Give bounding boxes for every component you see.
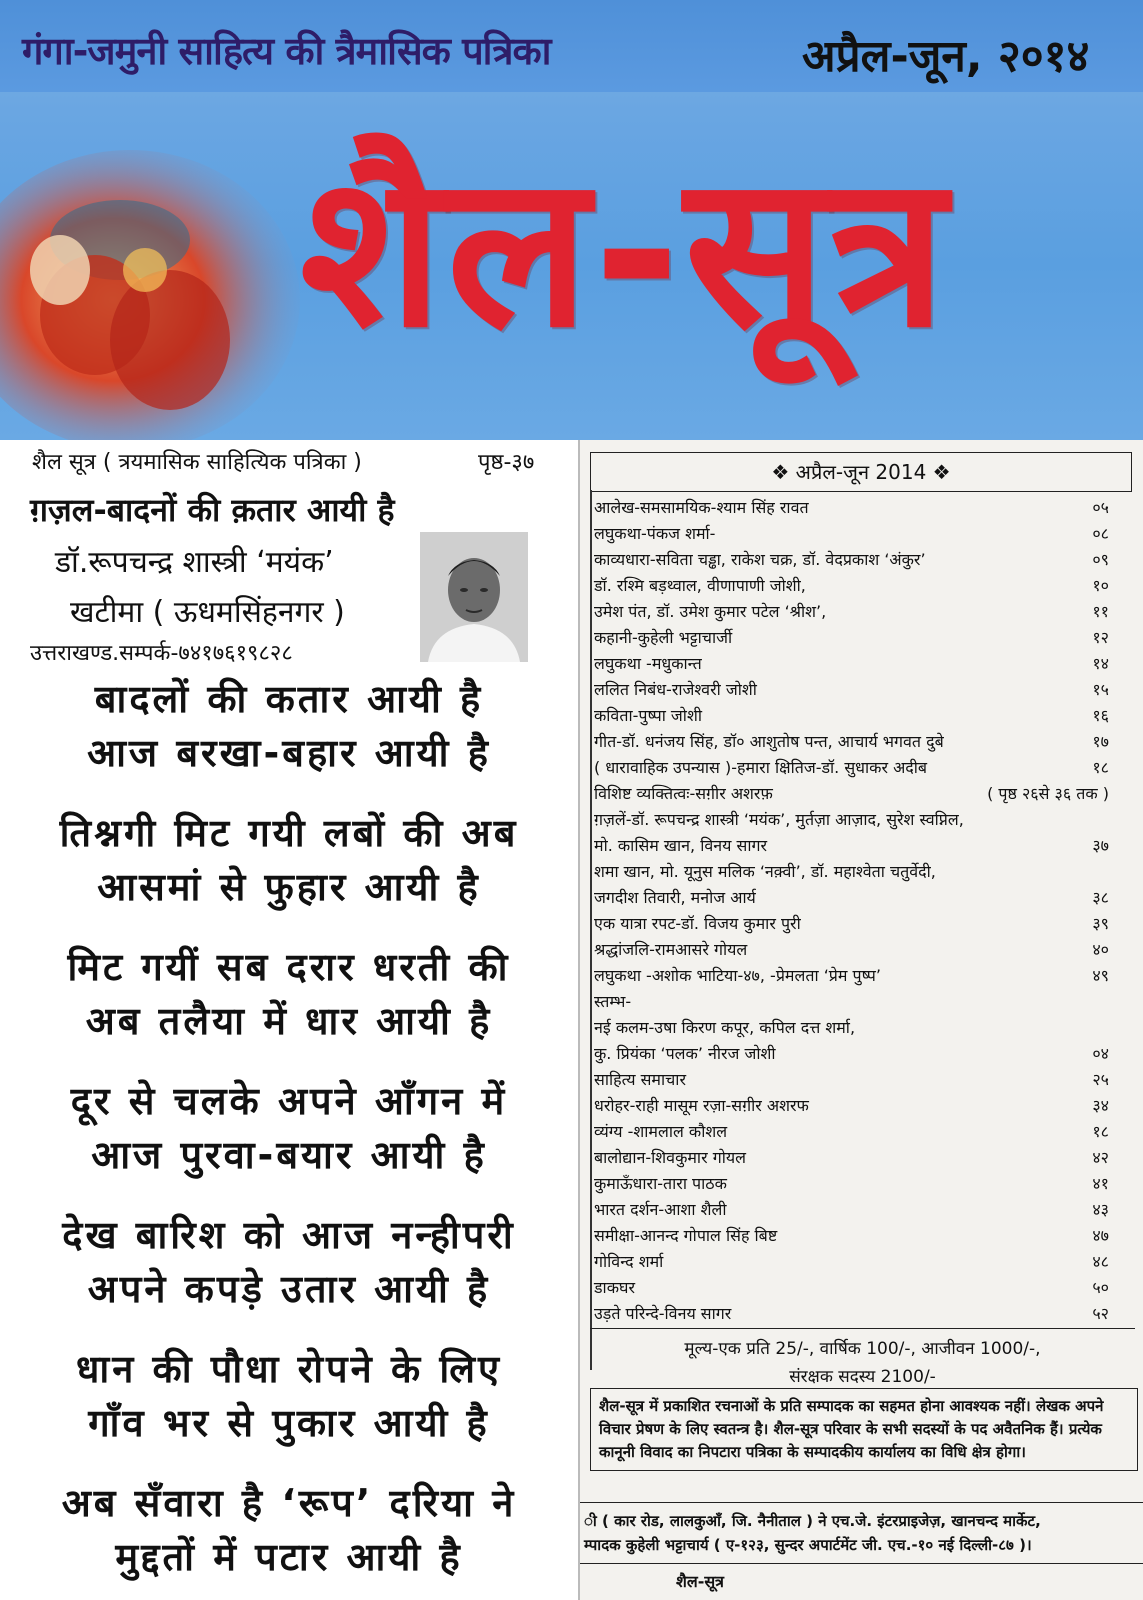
page-footer-label: शैल-सूत्र [676, 1572, 725, 1591]
page-header-magazine: शैल सूत्र ( त्रयमासिक साहित्यिक पत्रिका ) [32, 450, 362, 475]
couplet-6-line-1: धान की पौधा रोपने के लिए [76, 1347, 502, 1391]
toc-title: ग़ज़लें-डॉ. रूपचन्द्र शास्त्री ‘मयंक’, मुर्तज़ा आज़ाद, सुरेश स्वप्निल, [594, 810, 964, 829]
toc-title: मो. कासिम खान, विनय सागर [594, 836, 768, 855]
magazine-title: शैल-सूत्र [300, 129, 951, 374]
poem-author-place: खटीमा ( ऊधमसिंहनगर ) [70, 595, 345, 630]
contents-page [578, 440, 1143, 1600]
toc-title: डॉ. रश्मि बड़थ्वाल, वीणापाणी जोशी, [594, 576, 806, 595]
toc-row [594, 600, 1109, 626]
toc-page: ४९ [1092, 966, 1109, 985]
toc-row [594, 990, 1109, 1016]
toc-title: लघुकथा -अशोक भाटिया-४७, -प्रेमलता ‘प्रेम पुष्प’ [594, 966, 881, 985]
contents-header: ❖ अप्रैल-जून 2014 ❖ [590, 452, 1132, 492]
toc-title: लघुकथा -मधुकान्त [594, 654, 702, 673]
couplet-1-line-2: आज बरखा-बहार आयी है [87, 731, 491, 775]
couplet-2 [0, 806, 578, 914]
toc-page: ४१ [1092, 1174, 1109, 1193]
toc-title: कु. प्रियंका ‘पलक’ नीरज जोशी [594, 1044, 776, 1063]
toc-row [594, 652, 1109, 678]
cover-banner [0, 0, 1143, 440]
toc-row [594, 886, 1109, 912]
toc-row [594, 1198, 1109, 1224]
couplet-5-line-2: अपने कपड़े उतार आयी है [87, 1267, 491, 1311]
disclaimer-box: शैल-सूत्र में प्रकाशित रचनाओं के प्रति सम्पादक का सहमत होना आवश्यक नहीं। लेखक अपने विचार प्रेषण के लिए स्वतन्त्र है। शैल-सूत्र परिवार के सभी सदस्यों के पद अवैतनिक हैं। प्रत्येक कानूनी विवाद का निपटारा पत्रिका के सम्पादकीय कार्यालय का विधि क्षेत्र होगा। [590, 1388, 1138, 1471]
toc-page: ०८ [1092, 524, 1109, 543]
toc-title: गोविन्द शर्मा [594, 1252, 664, 1271]
toc-page: १८ [1092, 758, 1109, 777]
toc-page: ४० [1092, 940, 1109, 959]
toc-row [594, 756, 1109, 782]
couplet-6-line-2: गाँव भर से पुकार आयी है [88, 1401, 490, 1445]
couplet-2-line-2: आसमां से फुहार आयी है [97, 865, 481, 909]
toc-row [594, 834, 1109, 860]
toc-title: ललित निबंध-राजेश्वरी जोशी [594, 680, 757, 699]
price-line-1: मूल्य-एक प्रति 25/-, वार्षिक 100/-, आजीवन 1000/-, [684, 1339, 1041, 1359]
page-number: पृष्ठ-३७ [478, 450, 535, 475]
toc-page: ०५ [1092, 498, 1109, 517]
couplet-5 [0, 1208, 578, 1316]
publisher-line-1: ी ( कार रोड, लालकुआँ, जि. नैनीताल ) ने एच.जे. इंटरप्राइजेज़, खानचन्द मार्केट, [584, 1512, 1041, 1530]
toc-title: एक यात्रा रपट-डॉ. विजय कुमार पुरी [594, 914, 801, 933]
couplet-3-line-1: मिट गयीं सब दरार धरती की [67, 945, 511, 989]
toc-page: १४ [1092, 654, 1109, 673]
toc-title: स्तम्भ- [594, 992, 632, 1011]
toc-page: १० [1092, 576, 1109, 595]
toc-page: १८ [1092, 1122, 1109, 1141]
cover-artwork [0, 150, 300, 440]
toc-title: कुमाऊँधारा-तारा पाठक [594, 1174, 727, 1193]
toc-row [594, 1120, 1109, 1146]
toc-row [594, 548, 1109, 574]
toc-row [594, 1094, 1109, 1120]
toc-page: ३७ [1092, 836, 1109, 855]
toc-title: जगदीश तिवारी, मनोज आर्य [594, 888, 756, 907]
toc-page: १५ [1092, 680, 1109, 699]
couplet-3-line-2: अब तलैया में धार आयी है [85, 999, 493, 1043]
toc-page: २५ [1092, 1070, 1109, 1089]
toc-page: १२ [1092, 628, 1109, 647]
toc-title: ( धारावाहिक उपन्यास )-हमारा क्षितिज-डॉ. सुधाकर अदीब [594, 758, 928, 777]
toc-row [594, 860, 1109, 886]
poem-author: डॉ.रूपचन्द्र शास्त्री ‘मयंक’ [55, 545, 334, 580]
toc-title: लघुकथा-पंकज शर्मा- [594, 524, 716, 543]
toc-row [594, 964, 1109, 990]
toc-row [594, 808, 1109, 834]
toc-row [594, 1068, 1109, 1094]
toc-page: ४२ [1092, 1148, 1109, 1167]
toc-row [594, 1276, 1109, 1302]
couplet-6 [0, 1342, 578, 1450]
cover-issue-date: अप्रैल-जून, २०१४ [802, 31, 1090, 82]
couplet-1-line-1: बादलों की कतार आयी है [94, 677, 484, 721]
toc-title: डाकघर [594, 1278, 635, 1297]
toc-row [594, 522, 1109, 548]
toc-row [594, 1172, 1109, 1198]
toc-title: आलेख-समसामयिक-श्याम सिंह रावत [594, 498, 809, 517]
toc-page: १६ [1092, 706, 1109, 725]
toc-page: ५२ [1092, 1304, 1109, 1323]
price-box [590, 1328, 1135, 1391]
price-line-2: संरक्षक सदस्य 2100/- [789, 1367, 936, 1387]
couplet-7-line-2: मुद्दतों में पटार आयी है [115, 1535, 463, 1579]
couplet-7 [0, 1476, 578, 1584]
toc-row [594, 1302, 1109, 1328]
toc-title: उमेश पंत, डॉ. उमेश कुमार पटेल ‘श्रीश’, [594, 602, 827, 621]
toc-page: १७ [1092, 732, 1109, 751]
toc-page: ४३ [1092, 1200, 1109, 1219]
toc-page: ३८ [1092, 888, 1109, 907]
toc-title: धरोहर-राही मासूम रज़ा-सग़ीर अशरफ [594, 1096, 809, 1115]
toc-row [594, 1042, 1109, 1068]
author-photo [420, 532, 528, 662]
toc-row [594, 496, 1109, 522]
toc-row [594, 1146, 1109, 1172]
toc-title: बालोद्यान-शिवकुमार गोयल [594, 1148, 746, 1167]
poem-author-contact: उत्तराखण्ड.सम्पर्क-७४१७६१९८२८ [30, 641, 293, 666]
toc-page: ०४ [1092, 1044, 1109, 1063]
couplet-7-line-1: अब सँवारा है ‘रूप’ दरिया ने [61, 1481, 517, 1525]
toc-row [594, 782, 1109, 808]
couplet-3 [0, 940, 578, 1048]
toc-title: गीत-डॉ. धनंजय सिंह, डॉ० आशुतोष पन्त, आचार्य भगवत दुबे [594, 732, 944, 751]
toc-row [594, 912, 1109, 938]
toc-title: नई कलम-उषा किरण कपूर, कपिल दत्त शर्मा, [594, 1018, 856, 1037]
couplet-4 [0, 1074, 578, 1182]
toc-title: कविता-पुष्पा जोशी [594, 706, 702, 725]
toc-title: समीक्षा-आनन्द गोपाल सिंह बिष्ट [594, 1226, 778, 1245]
toc-row [594, 938, 1109, 964]
toc-row [594, 574, 1109, 600]
toc-title: श्रद्धांजलि-रामआसरे गोयल [594, 940, 748, 959]
couplet-4-line-1: दूर से चलके अपने आँगन में [70, 1079, 508, 1123]
publisher-line-2: म्पादक कुहेली भट्टाचार्य ( ए-१२३, सुन्दर अपार्टमेंट जी. एच.-१० नई दिल्ली-८७ )। [584, 1536, 1032, 1554]
couplet-5-line-1: देख बारिश को आज नन्हीपरी [62, 1213, 516, 1257]
toc-page: ( पृष्ठ २६से ३६ तक ) [987, 784, 1109, 803]
couplet-1 [0, 672, 578, 780]
toc-title: उड़ते परिन्दे-विनय सागर [594, 1304, 732, 1323]
toc-row [594, 704, 1109, 730]
toc-page: ३४ [1092, 1096, 1109, 1115]
toc-page: ४७ [1092, 1226, 1109, 1245]
couplet-2-line-1: तिश्नगी मिट गयी लबों की अब [59, 811, 519, 855]
toc-row [594, 730, 1109, 756]
toc-title: काव्यधारा-सविता चड्ढा, राकेश चक्र, डॉ. वेदप्रकाश ‘अंकुर’ [594, 550, 926, 569]
toc-title: भारत दर्शन-आशा शैली [594, 1200, 727, 1219]
contents-rule [590, 490, 592, 1370]
poem-page [0, 440, 578, 1600]
toc-title: व्यंग्य -शामलाल कौशल [594, 1122, 728, 1141]
toc-page: ११ [1092, 602, 1109, 621]
couplet-4-line-2: आज पुरवा-बयार आयी है [91, 1133, 487, 1177]
toc-page: ४८ [1092, 1252, 1109, 1271]
toc-page: ०९ [1092, 550, 1109, 569]
toc-row [594, 626, 1109, 652]
poem-title: ग़ज़ल-बादनों की क़तार आयी है [30, 491, 395, 529]
toc-title: विशिष्ट व्यक्तित्वः-सग़ीर अशरफ़ [594, 784, 773, 803]
publisher-info [580, 1502, 1143, 1564]
toc-title: कहानी-कुहेली भट्टाचार्जी [594, 628, 733, 647]
cover-tagline: गंगा-जमुनी साहित्य की त्रैमासिक पत्रिका [22, 29, 551, 73]
toc-row [594, 678, 1109, 704]
toc-row [594, 1224, 1109, 1250]
toc-row [594, 1250, 1109, 1276]
toc-page: ५० [1092, 1278, 1109, 1297]
toc-page: ३९ [1092, 914, 1109, 933]
toc-title: साहित्य समाचार [594, 1070, 686, 1089]
toc-title: शमा खान, मो. यूनुस मलिक ‘नक़्वी’, डॉ. महाश्वेता चतुर्वेदी, [594, 862, 936, 881]
toc-row [594, 1016, 1109, 1042]
